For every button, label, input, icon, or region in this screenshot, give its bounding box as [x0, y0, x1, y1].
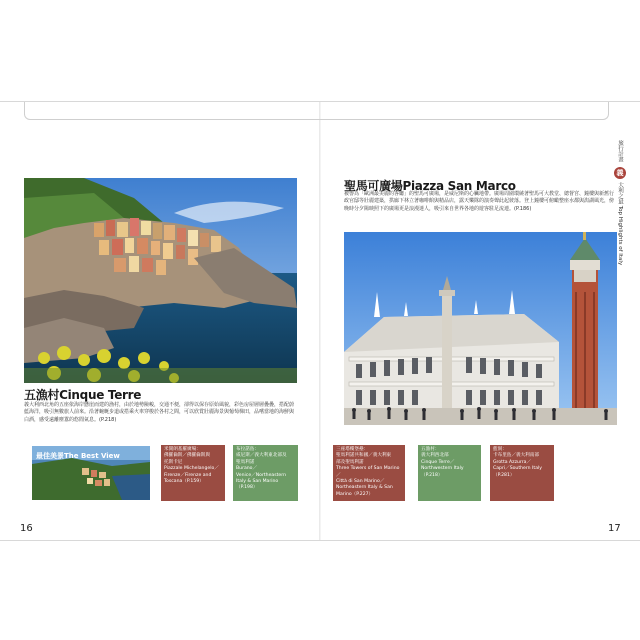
card-line: Piazzale Michelangelo／ [164, 466, 219, 472]
card-line: 威尼斯／義大利東北部及 [236, 453, 287, 459]
card-line: Venice／Northeastern [236, 472, 286, 478]
card-line: 布拉諾島： [236, 447, 259, 452]
best-view-card-three-towers [333, 445, 405, 501]
best-view-card-michelangelo [161, 445, 225, 501]
best-view-title: 最佳美景The Best View [36, 452, 120, 460]
card-line: 聖馬利諾 [236, 459, 255, 465]
side-tab-badge: 義 [614, 167, 626, 179]
cinque-terre-body: 義大利西北角的五座依海岸懸崖而建的漁村，由於地勢險峻，交通不便，卻得以保存原始風貌，彩色房屋層層疊疊，搭配蔚藍海洋，吸引無數旅人前來。沿著蜿蜒步道或搭乘火車穿梭於各村之間，可以欣賞壯麗海景與葡萄梯田，品嚐當地的海鮮與白酒，感受遠離塵囂的悠閒氣息。(P.218) [24, 402, 295, 423]
card-line: Firenze／Firenze and [164, 472, 212, 478]
card-line: Marino（P.227） [336, 491, 374, 497]
card-line: Northeastern Italy & San [336, 485, 393, 491]
card-line: 義大利西北部 [421, 453, 449, 459]
side-tab-label-bottom: 大利之最 Top Highlights of Italy [617, 182, 623, 266]
book-spread [0, 101, 640, 541]
best-view-card-cinque-terre [418, 445, 481, 501]
card-line: 三座塔樓堡壘： [336, 447, 369, 452]
cinque-terre-photo [24, 178, 297, 383]
card-line: Italy & San Marino（P.198） [236, 479, 279, 491]
card-line: Toscana（P.159） [164, 479, 204, 485]
cinque-terre-title: 五漁村Cinque Terre [24, 388, 142, 402]
best-view-card-grotta-azzurra [490, 445, 554, 501]
top-frame-box [24, 102, 609, 120]
page-number-left: 16 [20, 523, 33, 534]
chapter-side-tab [614, 140, 628, 290]
san-marco-title: 聖馬可廣場Piazza San Marco [344, 179, 516, 193]
card-line: Grotta Azzurra／ [493, 459, 532, 465]
card-line: （P.281） [493, 472, 515, 478]
card-line: Città di San Marino／ [336, 479, 385, 485]
card-line: Burano／ [236, 466, 258, 472]
card-line: Three Towers of San Marino／ [336, 466, 400, 478]
card-line: Capri／Southern Italy [493, 466, 543, 472]
card-line: Northwestern Italy（P.218） [421, 466, 464, 478]
card-line: 卡布里島／義大利南部 [493, 453, 539, 459]
best-view-strip [24, 442, 607, 504]
card-line: 聖馬利諾共和國／義大利東 [336, 453, 392, 459]
san-marco-body: 被譽為「歐洲最美麗的客廳」的聖馬可廣場，是威尼斯的心臟地帶。廣場周圍環繞著聖馬可大教堂、總督宮、鐘樓與新舊行政官邸等壯麗建築，拱廊下林立著咖啡館與精品店，露天樂隊的演奏聲此起彼落。登上鐘樓可俯瞰整座水都與潟湖風光，傍晚時分夕陽映照下的廣場更是浪漫迷人，吸引來自世界各地的遊客駐足流連。(P.186) [344, 191, 615, 212]
card-line: 部及聖馬利諾 [336, 459, 364, 465]
card-line: 米開朗基羅廣場： [164, 447, 201, 452]
card-line: 藍洞： [493, 447, 507, 452]
piazza-san-marco-photo [344, 232, 617, 425]
card-line: 佛羅倫斯／佛羅倫斯與 [164, 453, 210, 459]
card-line: Cinque Terre／ [421, 459, 455, 465]
best-view-card-burano [233, 445, 298, 501]
best-view-photo [32, 446, 150, 500]
card-line: 五漁村： [421, 447, 440, 452]
card-line: 托斯卡尼 [164, 459, 183, 465]
side-tab-label-top: 旅行計畫 [617, 140, 623, 162]
page-number-right: 17 [608, 523, 621, 534]
